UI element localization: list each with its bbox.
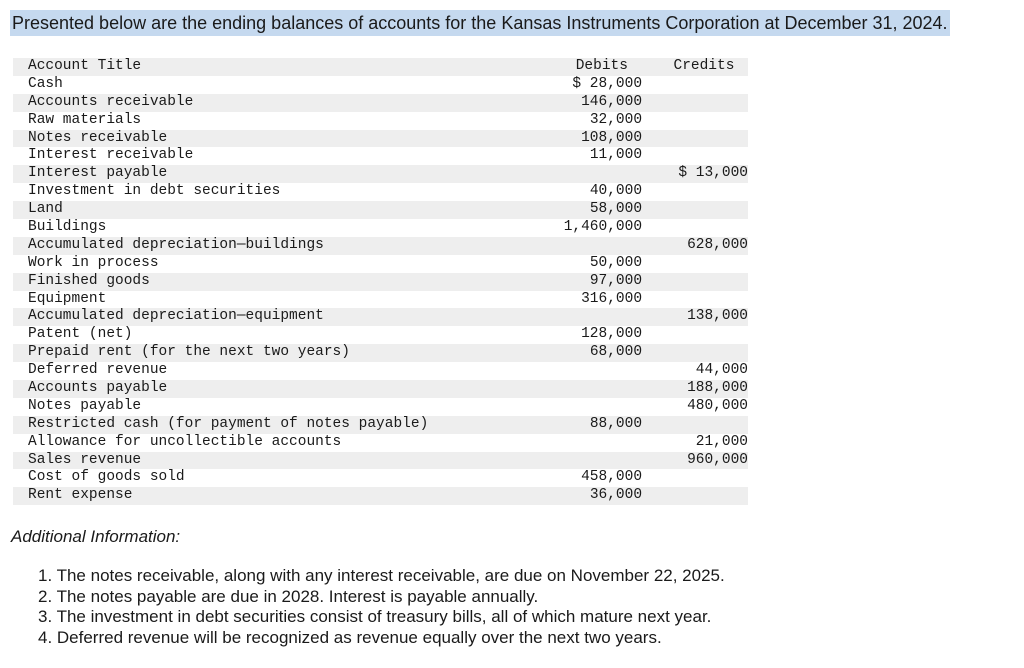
credit-cell: 480,000 <box>687 397 748 414</box>
debit-cell: 458,000 <box>581 469 643 486</box>
debit-cell: 88,000 <box>589 415 643 432</box>
note-item: 4. Deferred revenue will be recognized as revenue equally over the next two years. <box>38 627 662 647</box>
debit-cell <box>528 237 642 255</box>
debit-cell <box>528 308 642 326</box>
additional-info-heading: Additional Information: <box>11 527 181 546</box>
credit-cell <box>642 469 748 487</box>
debit-cell <box>528 362 642 380</box>
table-row <box>13 469 748 487</box>
header-account-title: Account Title <box>28 58 142 74</box>
debit-cell <box>528 452 642 470</box>
account-title-cell: Notes receivable <box>28 129 168 146</box>
credit-cell <box>642 344 748 362</box>
account-title-cell: Restricted cash (for payment of notes payable) <box>28 415 429 432</box>
debit-cell <box>528 398 642 416</box>
account-title-cell: Buildings <box>28 219 107 236</box>
note-item: 2. The notes payable are due in 2028. Interest is payable annually. <box>38 586 539 606</box>
credit-cell <box>642 147 748 165</box>
account-title-cell: Raw materials <box>28 111 142 128</box>
debit-cell <box>528 165 642 183</box>
account-title-cell: Prepaid rent (for the next two years) <box>28 344 350 361</box>
table-row <box>13 112 748 130</box>
credit-cell <box>642 219 748 237</box>
intro-text: Presented below are the ending balances of accounts for the Kansas Instruments Corporation at December 31, 2024. <box>10 10 950 36</box>
header-credits: Credits <box>673 58 735 74</box>
table-row <box>13 487 748 505</box>
account-title-cell: Cash <box>28 75 63 92</box>
credit-cell <box>642 416 748 434</box>
table-row <box>13 380 748 398</box>
table-header-row <box>13 58 748 76</box>
debit-cell: 32,000 <box>589 111 643 128</box>
debit-cell: 316,000 <box>581 290 643 307</box>
table-row <box>13 219 748 237</box>
debit-cell <box>528 434 642 452</box>
debit-cell: 97,000 <box>589 272 643 289</box>
table-row <box>13 165 748 183</box>
credit-cell <box>642 76 748 94</box>
account-title-cell: Equipment <box>28 290 107 307</box>
account-title-cell: Land <box>28 201 63 218</box>
credit-cell <box>642 112 748 130</box>
account-title-cell: Accumulated depreciation—buildings <box>28 236 324 253</box>
account-title-cell: Sales revenue <box>28 451 142 468</box>
note-item: 3. The investment in debt securities consist of treasury bills, all of which mature next year. <box>38 607 712 626</box>
credit-cell: 188,000 <box>687 380 748 397</box>
credit-cell: 138,000 <box>687 308 748 325</box>
table-row <box>13 237 748 255</box>
credit-cell <box>642 326 748 344</box>
credit-cell <box>642 273 748 291</box>
credit-cell <box>642 130 748 148</box>
account-title-cell: Interest receivable <box>28 147 194 164</box>
credit-cell: 960,000 <box>687 451 748 468</box>
account-title-cell: Accumulated depreciation—equipment <box>28 308 324 325</box>
credit-cell <box>642 487 748 505</box>
table-row <box>13 308 748 326</box>
table-row <box>13 255 748 273</box>
table-row <box>13 130 748 148</box>
credit-cell <box>642 94 748 112</box>
debit-cell: 11,000 <box>589 147 643 164</box>
debit-cell: 128,000 <box>581 326 643 343</box>
table-row <box>13 183 748 201</box>
credit-cell: 44,000 <box>695 362 748 379</box>
debit-cell: 36,000 <box>589 487 643 504</box>
debit-cell: 68,000 <box>589 344 643 361</box>
account-title-cell: Notes payable <box>28 397 142 414</box>
table-row <box>13 434 748 452</box>
table-row <box>13 326 748 344</box>
account-title-cell: Patent (net) <box>28 326 133 343</box>
credit-cell: 628,000 <box>687 236 748 253</box>
account-title-cell: Finished goods <box>28 272 150 289</box>
account-title-cell: Accounts payable <box>28 380 168 397</box>
note-item: 1. The notes receivable, along with any interest receivable, are due on November 22, 2025. <box>38 566 725 585</box>
table-row <box>13 273 748 291</box>
table-row <box>13 416 748 434</box>
account-title-cell: Rent expense <box>28 487 133 504</box>
table-row <box>13 94 748 112</box>
account-balances-table <box>13 58 748 505</box>
table-row <box>13 344 748 362</box>
account-title-cell: Work in process <box>28 254 159 271</box>
account-title-cell: Interest payable <box>28 165 168 182</box>
debit-cell: 50,000 <box>589 254 643 271</box>
account-title-cell: Allowance for uncollectible accounts <box>28 433 342 450</box>
debit-cell: 1,460,000 <box>563 219 643 236</box>
account-title-cell: Investment in debt securities <box>28 183 281 200</box>
account-title-cell: Cost of goods sold <box>28 469 185 486</box>
credit-cell: $ 13,000 <box>678 165 748 182</box>
table-row <box>13 452 748 470</box>
credit-cell <box>642 183 748 201</box>
header-debits: Debits <box>575 58 628 74</box>
debit-cell: $ 28,000 <box>572 75 643 92</box>
account-title-cell: Accounts receivable <box>28 93 194 110</box>
credit-cell: 21,000 <box>695 433 748 450</box>
table-row <box>13 291 748 309</box>
additional-info-list <box>38 566 725 648</box>
debit-cell: 108,000 <box>581 129 643 146</box>
table-row <box>13 76 748 94</box>
credit-cell <box>642 291 748 309</box>
debit-cell: 40,000 <box>589 183 643 200</box>
credit-cell <box>642 255 748 273</box>
table-row <box>13 362 748 380</box>
credit-cell <box>642 201 748 219</box>
debit-cell <box>528 380 642 398</box>
account-title-cell: Deferred revenue <box>28 362 168 379</box>
table-row <box>13 398 748 416</box>
table-row <box>13 201 748 219</box>
table-row <box>13 147 748 165</box>
debit-cell: 146,000 <box>581 93 643 110</box>
debit-cell: 58,000 <box>589 201 643 218</box>
